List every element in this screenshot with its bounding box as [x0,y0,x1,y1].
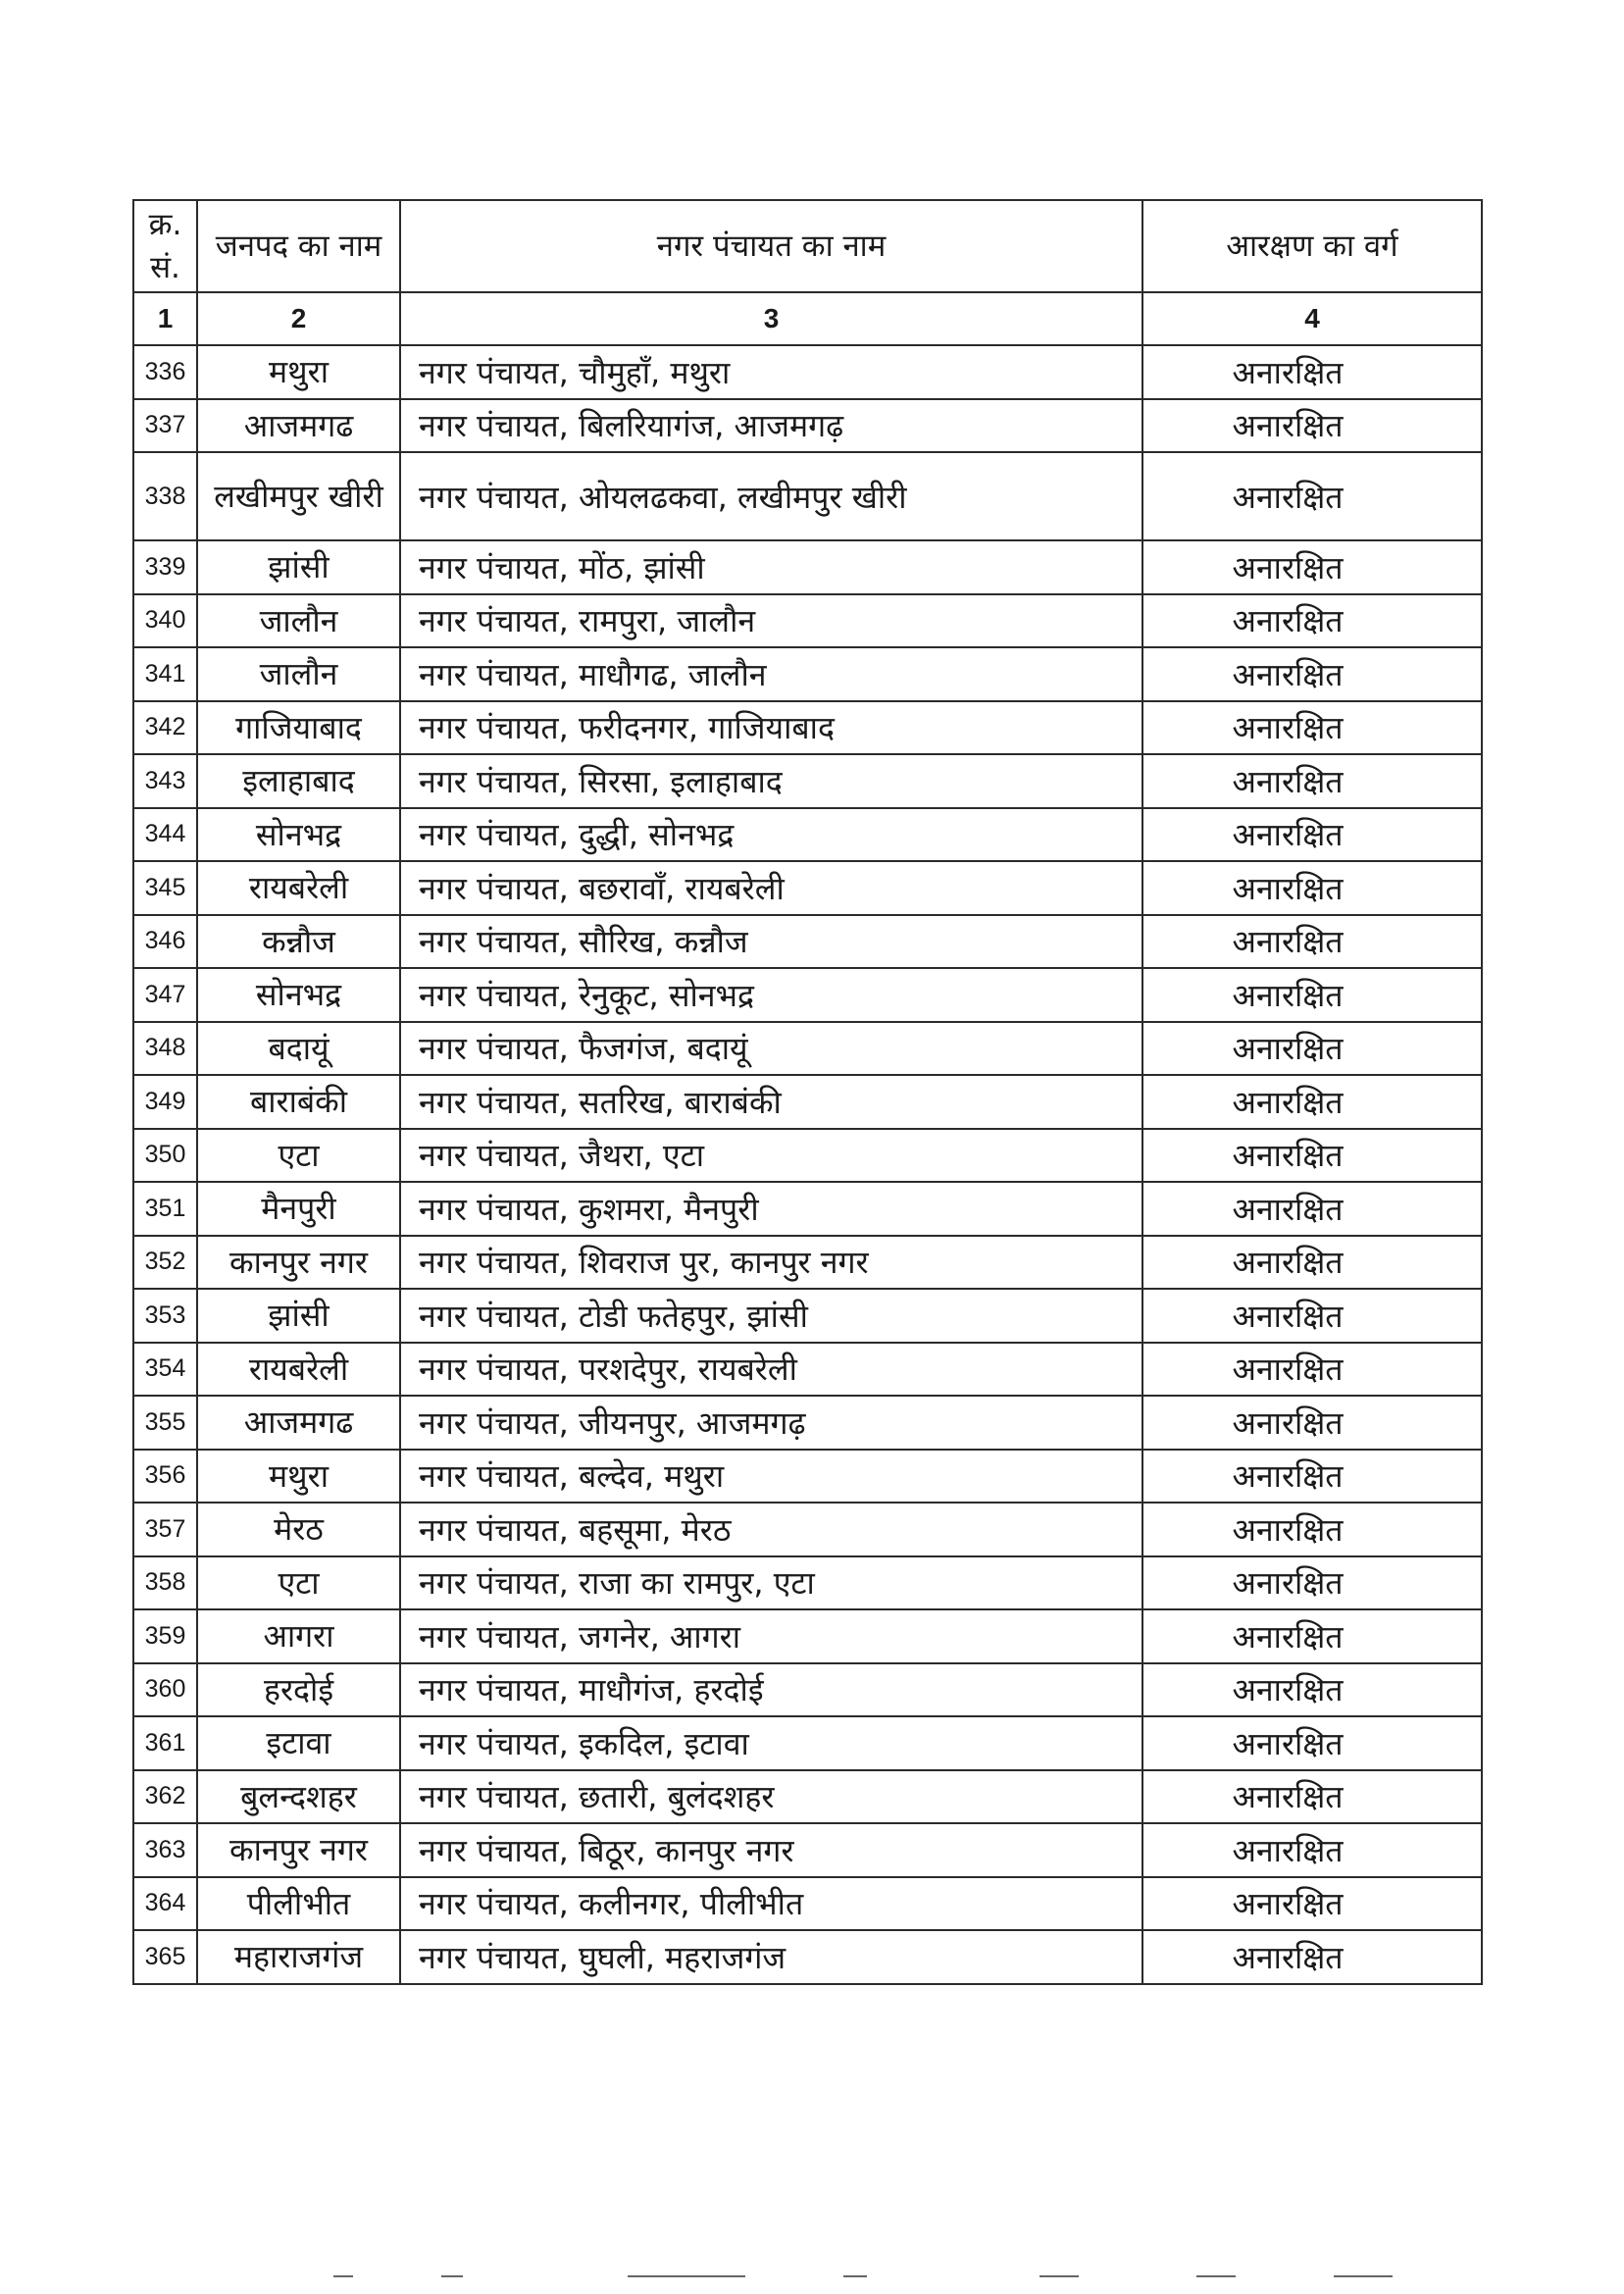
district-cell: कन्नौज [197,915,400,969]
category-cell: अनारक्षित [1142,1129,1482,1183]
panchayat-name-cell: नगर पंचायत, सतरिख, बाराबंकी [400,1075,1142,1129]
category-cell: अनारक्षित [1142,1556,1482,1610]
district-cell: रायबरेली [197,1343,400,1397]
district-cell: आजमगढ [197,399,400,453]
category-cell: अनारक्षित [1142,1075,1482,1129]
category-cell: अनारक्षित [1142,1396,1482,1450]
table-row [133,540,1482,594]
serial-number-cell: 340 [133,594,197,648]
panchayat-name-cell: नगर पंचायत, दुद्धी, सोनभद्र [400,808,1142,862]
serial-number-cell: 351 [133,1182,197,1236]
serial-number-cell: 364 [133,1877,197,1931]
serial-number-cell: 344 [133,808,197,862]
table-row [133,1823,1482,1877]
category-cell: अनारक्षित [1142,1770,1482,1824]
panchayat-name-cell: नगर पंचायत, माधौगढ, जालौन [400,647,1142,701]
table-row [133,1663,1482,1717]
district-cell: लखीमपुर खीरी [197,452,400,540]
table-row [133,1609,1482,1663]
table-row [133,1129,1482,1183]
category-cell: अनारक्षित [1142,968,1482,1022]
serial-number-cell: 341 [133,647,197,701]
table-row [133,1289,1482,1343]
serial-number-cell: 358 [133,1556,197,1610]
category-cell: अनारक्षित [1142,1716,1482,1770]
panchayat-name-cell: नगर पंचायत, छतारी, बुलंदशहर [400,1770,1142,1824]
serial-number-cell: 347 [133,968,197,1022]
panchayat-name-cell: नगर पंचायत, रेनुकूट, सोनभद्र [400,968,1142,1022]
panchayat-name-cell: नगर पंचायत, माधौगंज, हरदोई [400,1663,1142,1717]
table-row [133,594,1482,648]
district-cell: जालौन [197,647,400,701]
serial-number-cell: 349 [133,1075,197,1129]
serial-number-cell: 343 [133,754,197,808]
district-cell: गाजियाबाद [197,701,400,755]
table-row [133,1716,1482,1770]
panchayat-name-cell: नगर पंचायत, शिवराज पुर, कानपुर नगर [400,1236,1142,1290]
district-cell: कानपुर नगर [197,1236,400,1290]
category-cell: अनारक्षित [1142,1289,1482,1343]
table-row [133,701,1482,755]
column-number: 1 [133,292,197,345]
category-cell: अनारक्षित [1142,1663,1482,1717]
panchayat-name-cell: नगर पंचायत, कुशमरा, मैनपुरी [400,1182,1142,1236]
category-cell: अनारक्षित [1142,754,1482,808]
panchayat-name-cell: नगर पंचायत, बिठूर, कानपुर नगर [400,1823,1142,1877]
table-row [133,1075,1482,1129]
serial-number-cell: 352 [133,1236,197,1290]
category-cell: अनारक्षित [1142,399,1482,453]
table-row [133,452,1482,540]
serial-number-cell: 342 [133,701,197,755]
category-cell: अनारक्षित [1142,1503,1482,1556]
category-cell: अनारक्षित [1142,1022,1482,1076]
category-cell: अनारक्षित [1142,1450,1482,1504]
panchayat-name-cell: नगर पंचायत, इकदिल, इटावा [400,1716,1142,1770]
category-cell: अनारक्षित [1142,915,1482,969]
panchayat-name-cell: नगर पंचायत, मोंठ, झांसी [400,540,1142,594]
serial-number-cell: 357 [133,1503,197,1556]
panchayat-name-cell: नगर पंचायत, रामपुरा, जालौन [400,594,1142,648]
category-cell: अनारक्षित [1142,861,1482,915]
column-number-row [133,292,1482,345]
header-serial: क्र. सं. [133,200,197,292]
serial-number-cell: 350 [133,1129,197,1183]
serial-number-cell: 360 [133,1663,197,1717]
header-panchayat: नगर पंचायत का नाम [400,200,1142,292]
district-cell: रायबरेली [197,861,400,915]
document-sheet [132,199,1481,1985]
district-cell: हरदोई [197,1663,400,1717]
serial-number-cell: 361 [133,1716,197,1770]
table-row [133,915,1482,969]
district-cell: आजमगढ [197,1396,400,1450]
table-row [133,1182,1482,1236]
header-district: जनपद का नाम [197,200,400,292]
table-row [133,1930,1482,1984]
district-cell: आगरा [197,1609,400,1663]
panchayat-name-cell: नगर पंचायत, फैजगंज, बदायूं [400,1022,1142,1076]
panchayat-name-cell: नगर पंचायत, सौरिख, कन्नौज [400,915,1142,969]
category-cell: अनारक्षित [1142,452,1482,540]
serial-number-cell: 359 [133,1609,197,1663]
serial-number-cell: 348 [133,1022,197,1076]
panchayat-name-cell: नगर पंचायत, जगनेर, आगरा [400,1609,1142,1663]
table-row [133,1770,1482,1824]
table-row [133,1236,1482,1290]
serial-number-cell: 365 [133,1930,197,1984]
table-row [133,968,1482,1022]
panchayat-name-cell: नगर पंचायत, कलीनगर, पीलीभीत [400,1877,1142,1931]
category-cell: अनारक्षित [1142,345,1482,399]
district-cell: बाराबंकी [197,1075,400,1129]
category-cell: अनारक्षित [1142,808,1482,862]
panchayat-name-cell: नगर पंचायत, चौमुहाँ, मथुरा [400,345,1142,399]
column-number: 2 [197,292,400,345]
panchayat-name-cell: नगर पंचायत, राजा का रामपुर, एटा [400,1556,1142,1610]
category-cell: अनारक्षित [1142,1182,1482,1236]
panchayat-name-cell: नगर पंचायत, जैथरा, एटा [400,1129,1142,1183]
serial-number-cell: 354 [133,1343,197,1397]
category-cell: अनारक्षित [1142,701,1482,755]
panchayat-name-cell: नगर पंचायत, फरीदनगर, गाजियाबाद [400,701,1142,755]
district-cell: मथुरा [197,1450,400,1504]
panchayat-name-cell: नगर पंचायत, बहसूमा, मेरठ [400,1503,1142,1556]
panchayat-name-cell: नगर पंचायत, बछरावाँ, रायबरेली [400,861,1142,915]
district-cell: एटा [197,1129,400,1183]
category-cell: अनारक्षित [1142,540,1482,594]
serial-number-cell: 336 [133,345,197,399]
column-number: 3 [400,292,1142,345]
header-category: आरक्षण का वर्ग [1142,200,1482,292]
serial-number-cell: 337 [133,399,197,453]
panchayat-name-cell: नगर पंचायत, टोडी फतेहपुर, झांसी [400,1289,1142,1343]
category-cell: अनारक्षित [1142,1823,1482,1877]
district-cell: सोनभद्र [197,808,400,862]
district-cell: सोनभद्र [197,968,400,1022]
serial-number-cell: 363 [133,1823,197,1877]
category-cell: अनारक्षित [1142,1609,1482,1663]
table-row [133,1503,1482,1556]
district-cell: बदायूं [197,1022,400,1076]
district-cell: बुलन्दशहर [197,1770,400,1824]
table-row [133,1343,1482,1397]
panchayat-name-cell: नगर पंचायत, बिलरियागंज, आजमगढ़ [400,399,1142,453]
district-cell: इटावा [197,1716,400,1770]
table-row [133,1396,1482,1450]
table-row [133,647,1482,701]
category-cell: अनारक्षित [1142,647,1482,701]
district-cell: झांसी [197,540,400,594]
district-cell: मथुरा [197,345,400,399]
serial-number-cell: 356 [133,1450,197,1504]
table-row [133,1450,1482,1504]
district-cell: जालौन [197,594,400,648]
serial-number-cell: 362 [133,1770,197,1824]
district-cell: कानपुर नगर [197,1823,400,1877]
serial-number-cell: 345 [133,861,197,915]
district-cell: महाराजगंज [197,1930,400,1984]
table-row [133,399,1482,453]
scan-footer-marks [333,2271,1432,2281]
table-row [133,861,1482,915]
district-cell: झांसी [197,1289,400,1343]
serial-number-cell: 338 [133,452,197,540]
serial-number-cell: 353 [133,1289,197,1343]
district-cell: मैनपुरी [197,1182,400,1236]
reservation-table [132,199,1483,1985]
table-row [133,754,1482,808]
category-cell: अनारक्षित [1142,594,1482,648]
category-cell: अनारक्षित [1142,1343,1482,1397]
panchayat-name-cell: नगर पंचायत, ओयलढकवा, लखीमपुर खीरी [400,452,1142,540]
category-cell: अनारक्षित [1142,1877,1482,1931]
district-cell: इलाहाबाद [197,754,400,808]
panchayat-name-cell: नगर पंचायत, परशदेपुर, रायबरेली [400,1343,1142,1397]
table-row [133,1556,1482,1610]
panchayat-name-cell: नगर पंचायत, बल्देव, मथुरा [400,1450,1142,1504]
serial-number-cell: 339 [133,540,197,594]
table-row [133,1877,1482,1931]
district-cell: पीलीभीत [197,1877,400,1931]
panchayat-name-cell: नगर पंचायत, सिरसा, इलाहाबाद [400,754,1142,808]
table-row [133,1022,1482,1076]
category-cell: अनारक्षित [1142,1930,1482,1984]
panchayat-name-cell: नगर पंचायत, जीयनपुर, आजमगढ़ [400,1396,1142,1450]
table-row [133,345,1482,399]
district-cell: एटा [197,1556,400,1610]
serial-number-cell: 355 [133,1396,197,1450]
table-row [133,808,1482,862]
column-number: 4 [1142,292,1482,345]
category-cell: अनारक्षित [1142,1236,1482,1290]
district-cell: मेरठ [197,1503,400,1556]
serial-number-cell: 346 [133,915,197,969]
table-body [133,345,1482,1984]
panchayat-name-cell: नगर पंचायत, घुघली, महराजगंज [400,1930,1142,1984]
table-header-row [133,200,1482,292]
